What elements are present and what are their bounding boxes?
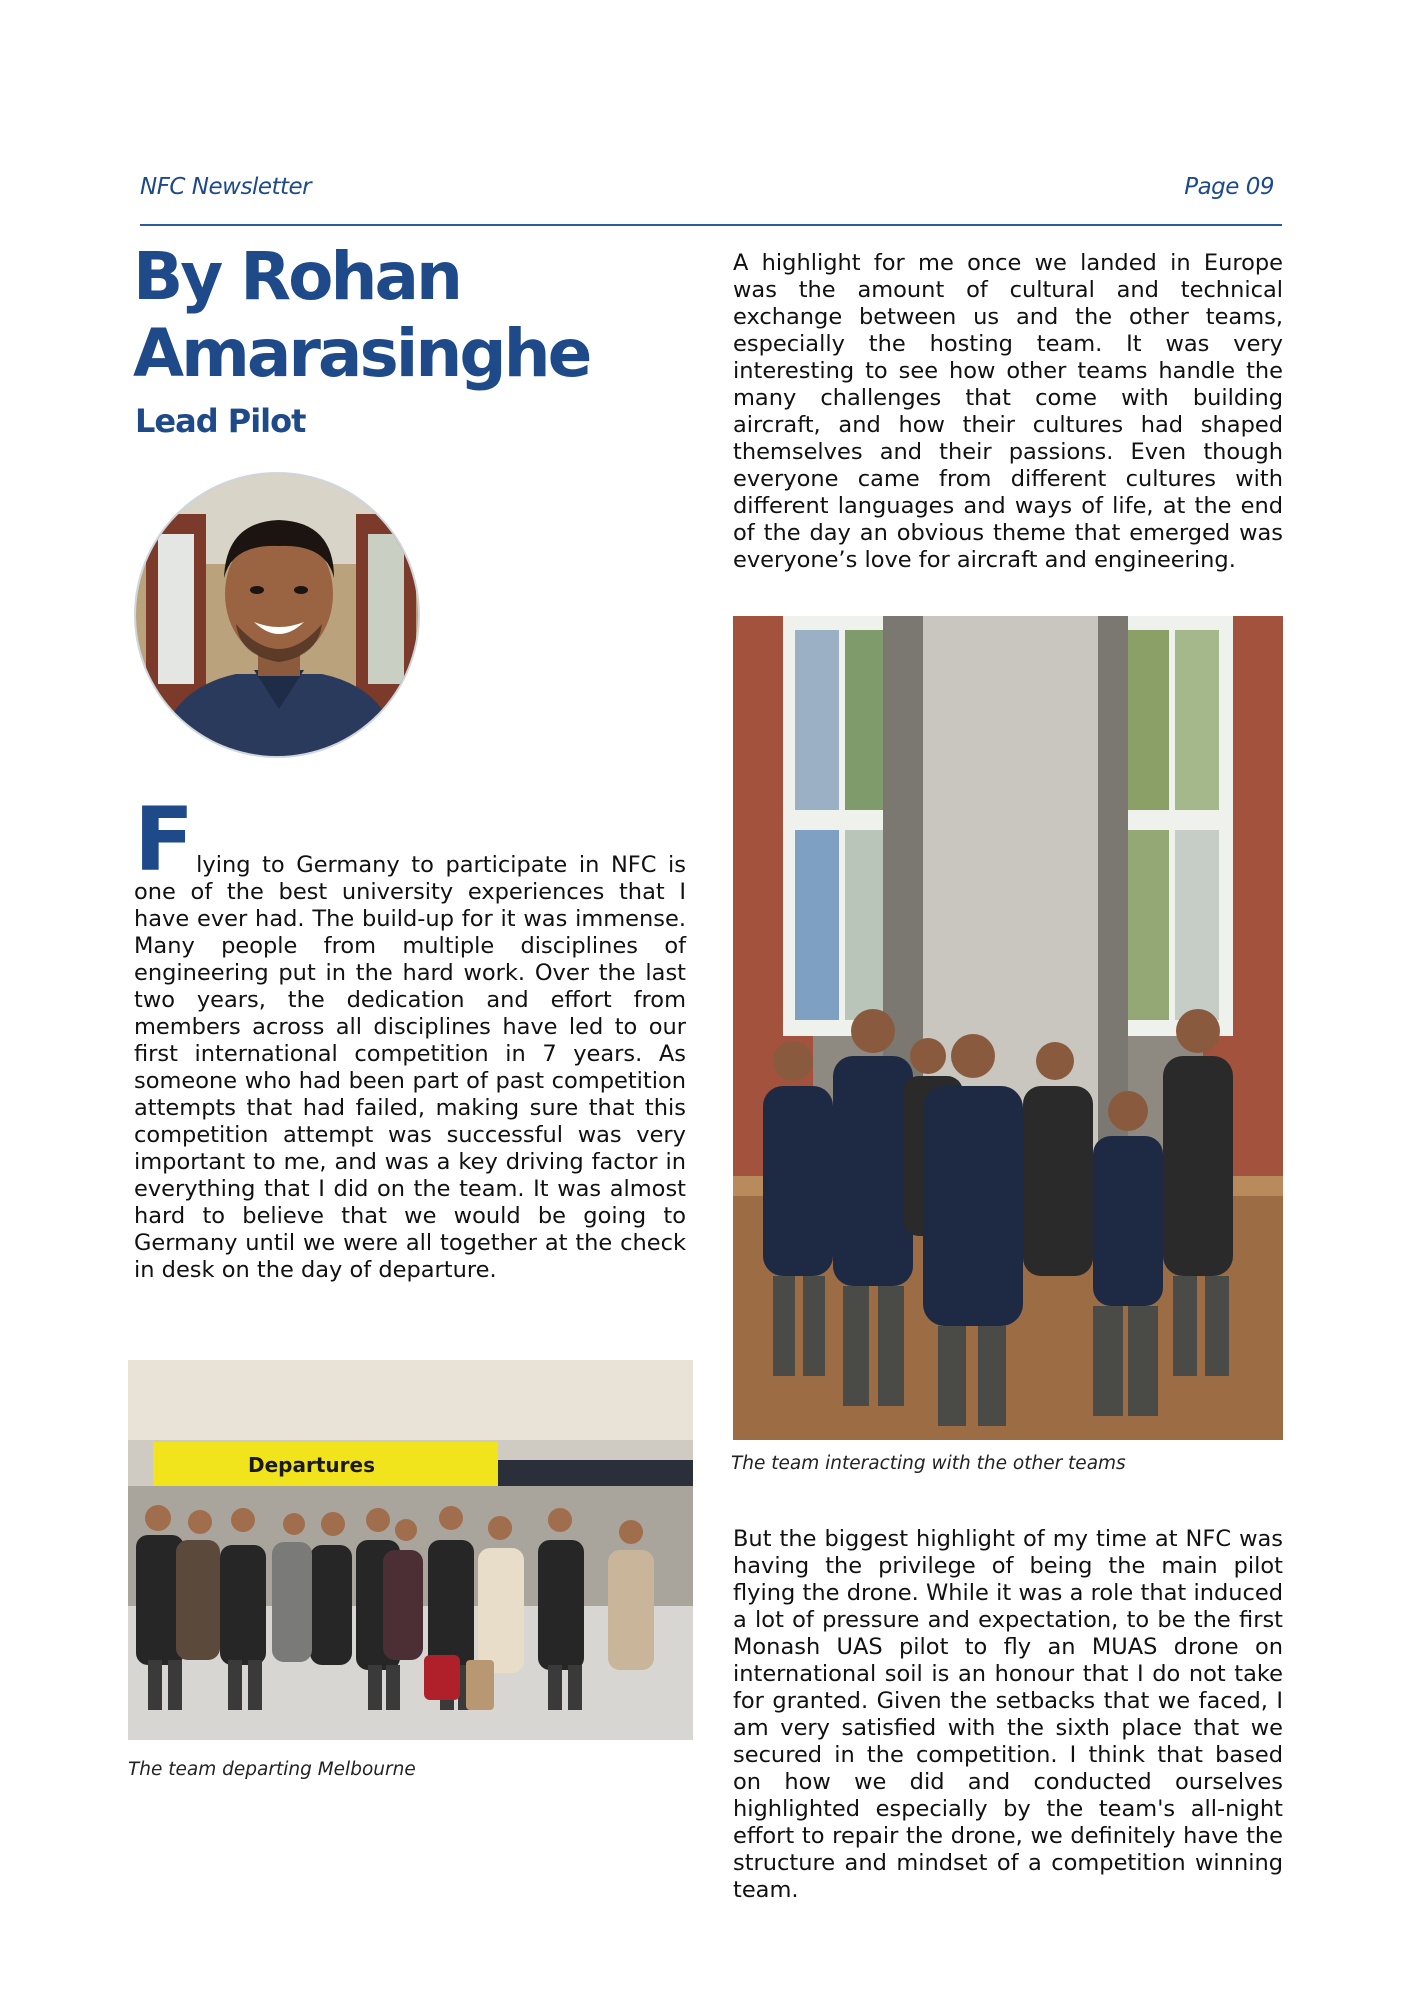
airport-departure-photo xyxy=(128,1360,693,1740)
byline-line-2: Amarasinghe xyxy=(133,315,590,392)
author-portrait xyxy=(134,472,420,758)
paragraph-europe: A highlight for me once we landed in Europe was the amount of cultural and technical exchange between us and the other teams, especially the hosting team. It was very interesting to see how other teams handle the many challenges that come with building aircraft, and how their cultures had shaped themselves and their passions. Even though everyone came from different cultures with different languages and ways of life, at the end of the day an obvious theme that emerged was everyone’s love for aircraft and engineering. xyxy=(733,250,1283,573)
byline-line-1: By Rohan xyxy=(133,238,460,315)
team-interaction-photo xyxy=(733,616,1283,1440)
header-divider xyxy=(140,224,1282,226)
intro-paragraph xyxy=(134,788,686,1284)
airport-photo-caption: The team departing Melbourne xyxy=(128,1759,416,1780)
intro-text: lying to Germany to participate in NFC is one of the best university experiences that I have ever had. The build-up for it was immense. Many people from multiple disciplines of engineering put in the hard work. Over the last two years, the dedication and effort from members across all disciplines have led to our first international competition in 7 years. As someone who had been part of past competition attempts that had failed, making sure that this competition attempt was successful was very important to me, and was a key driving factor in everything that I did on the team. It was almost hard to believe that we would be going to Germany until we were all together at the check in desk on the day of departure. xyxy=(134,852,686,1283)
departures-sign: Departures xyxy=(248,1453,375,1477)
drop-cap: F xyxy=(134,788,195,891)
author-role: Lead Pilot xyxy=(135,402,306,440)
hall-photo-caption: The team interacting with the other teams xyxy=(731,1453,1126,1474)
paragraph-pilot: But the biggest highlight of my time at NFC was having the privilege of being the main pilot flying the drone. While it was a role that induced a lot of pressure and expectation, to be the first Monash UAS pilot to fly an MUAS drone on international soil is an honour that I do not take for granted. Given the setbacks that we faced, I am very satisfied with the sixth place that we secured in the competition. I think that based on how we did and conducted ourselves highlighted especially by the team's all-night effort to repair the drone, we definitely have the structure and mindset of a competition winning team. xyxy=(733,1526,1283,1903)
newsletter-title: NFC Newsletter xyxy=(140,174,312,200)
page-number: Page 09 xyxy=(1184,174,1274,200)
author-byline xyxy=(133,238,693,392)
